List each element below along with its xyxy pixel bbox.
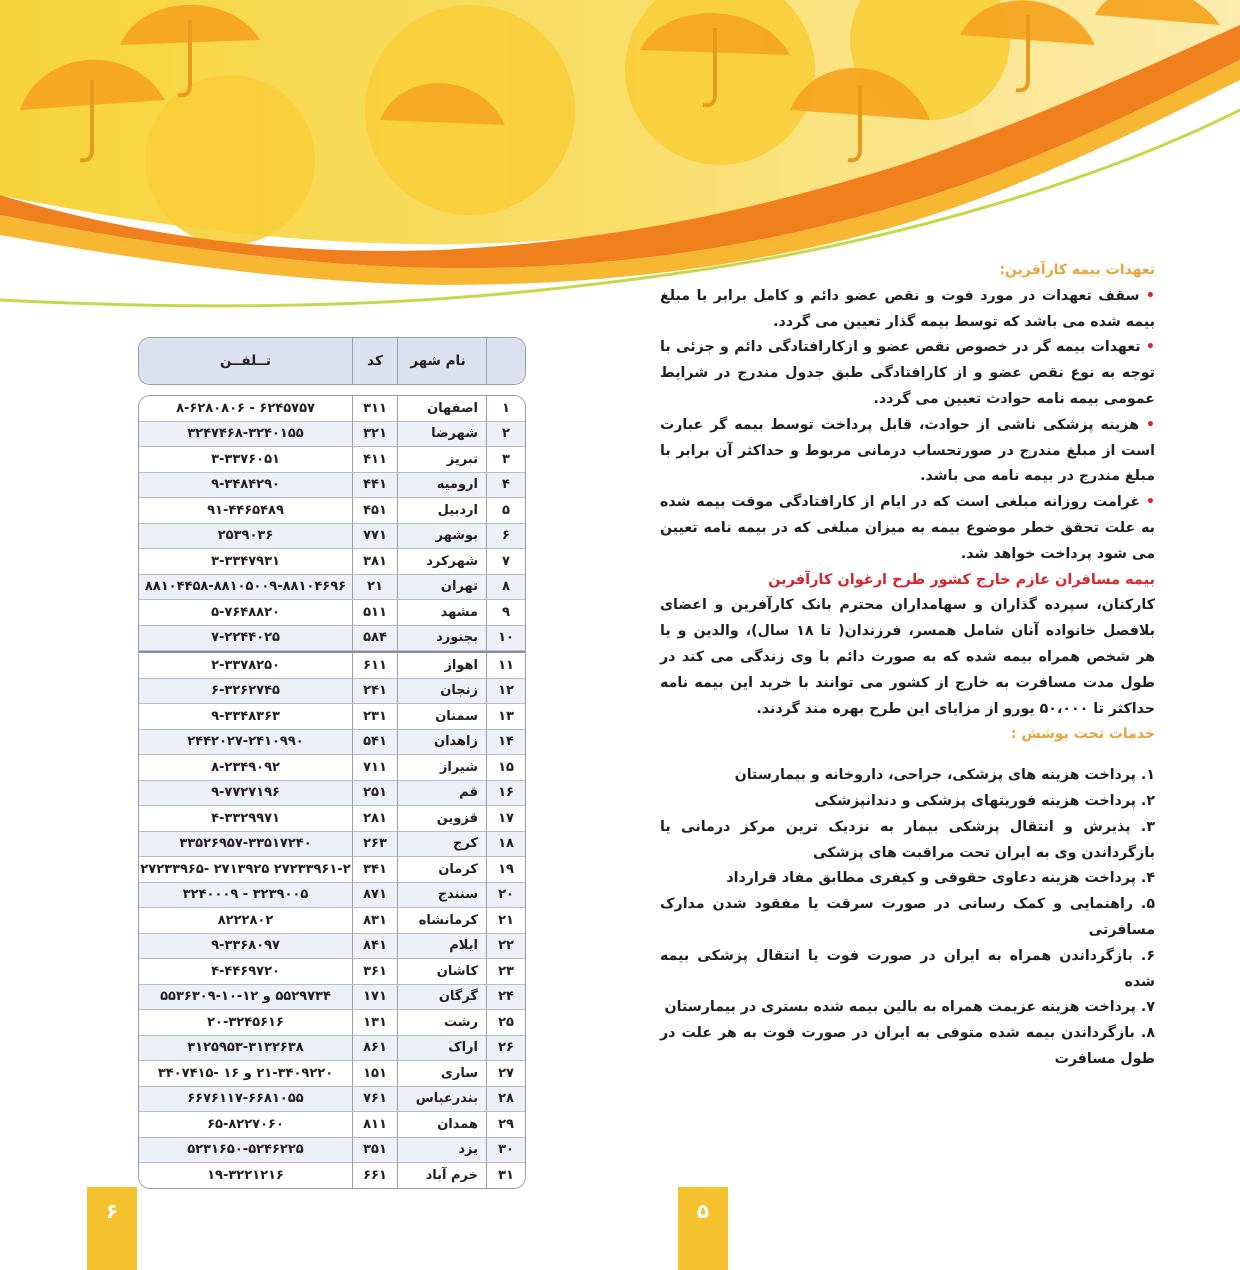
area-code: ۷۱۱ [352,755,397,781]
city-name: اردبیل [397,498,486,524]
phone-number: ۳۲۳۹۰۰۵ - ۳۲۴۰۰۰۹ [139,883,352,909]
row-index: ۱۱ [486,651,525,679]
phone-number: ۲۴۴۲۰۲۷-۲۴۱۰۹۹۰ [139,730,352,756]
city-name: یزد [397,1138,486,1164]
area-code: ۲۸۱ [352,806,397,832]
area-code: ۱۳۱ [352,1010,397,1036]
city-phone-table [138,337,528,1189]
table-row [139,549,525,575]
phone-number: ۹۱-۴۴۶۵۴۸۹ [139,498,352,524]
table-row [139,934,525,960]
row-index: ۴ [486,473,525,499]
table-row [139,447,525,473]
area-code: ۱۷۱ [352,985,397,1011]
city-name: شهرضا [397,422,486,448]
city-name: تبریز [397,447,486,473]
city-name: سمنان [397,704,486,730]
city-name: همدان [397,1112,486,1138]
city-name: قم [397,781,486,807]
area-code: ۱۵۱ [352,1061,397,1087]
row-index: ۱۲ [486,679,525,705]
phone-number: ۸۸۱۰۴۴۵۸-۸۸۱۰۵۰۰۹-۸۸۱۰۴۶۹۶ [139,575,352,601]
area-code: ۵۴۱ [352,730,397,756]
phone-number: ۳-۳۳۷۶۰۵۱ [139,447,352,473]
page-number-left: ۶ [87,1187,137,1270]
commitment-bullet: • هزینه پزشکی ناشی از حوادث، قابل پرداخت توسط بیمه گر عبارت است از مبلغ مندرج در صورتحساب درمانی مربوط و حداکثر آن برابر با مبلغ مندرج در بیمه نامه می باشد. [660,416,1155,485]
area-code: ۲۳۱ [352,704,397,730]
commitment-bullet: • تعهدات بیمه گر در خصوص نقص عضو و ازکارافتادگی دائم و جزئی با توجه به نوع نقص عضو و از کارافتادگی طبق جدول مندرج در شرایط عمومی بیمه نامه حوادث تعیین می گردد. [660,339,1155,407]
table-row [139,959,525,985]
table-row [139,679,525,705]
city-name: اراک [397,1036,486,1062]
row-index: ۲۸ [486,1087,525,1113]
phone-number: ۲۱-۳۴۰۹۲۲۰ و ۱۶ -۳۴۰۷۴۱۵ [139,1061,352,1087]
city-name: ارومیه [397,473,486,499]
table-row [139,704,525,730]
commitment-bullet: • سقف تعهدات در مورد فوت و نقص عضو دائم و کامل برابر با مبلغ بیمه شده می باشد که توسط بیمه گذار تعیین می گردد. [660,287,1155,330]
city-name: کرمانشاه [397,908,486,934]
table-row [139,473,525,499]
area-code: ۸۳۱ [352,908,397,934]
city-name: رشت [397,1010,486,1036]
city-name: گرگان [397,985,486,1011]
table-row [139,575,525,601]
row-index: ۲۷ [486,1061,525,1087]
city-name: تهران [397,575,486,601]
row-index: ۲۵ [486,1010,525,1036]
header-code: کد [352,338,397,384]
row-index: ۱ [486,396,525,422]
table-row [139,730,525,756]
table-row [139,1138,525,1164]
header-index [486,338,525,384]
table-row [139,1010,525,1036]
city-name: اهواز [397,651,486,679]
table-row [139,396,525,422]
area-code: ۵۸۴ [352,626,397,652]
area-code: ۷۶۱ [352,1087,397,1113]
row-index: ۱۶ [486,781,525,807]
table-row [139,857,525,883]
phone-number: ۸۲۲۲۸۰۲ [139,908,352,934]
area-code: ۶۱۱ [352,651,397,679]
area-code: ۳۸۱ [352,549,397,575]
table-row [139,524,525,550]
area-code: ۶۶۱ [352,1163,397,1188]
area-code: ۸۴۱ [352,934,397,960]
row-index: ۱۹ [486,857,525,883]
row-index: ۹ [486,600,525,626]
phone-number: ۲۵۳۹۰۳۶ [139,524,352,550]
table-row [139,1112,525,1138]
city-name: قزوین [397,806,486,832]
phone-number: ۵۵۲۹۷۳۴ و ۱۲-۱۰-۵۵۳۶۳۰۹ [139,985,352,1011]
row-index: ۲۲ [486,934,525,960]
table-row [139,806,525,832]
commitment-bullet: • غرامت روزانه مبلغی است که در ایام از کارافتادگی موقت بیمه شده به علت تحقق خطر موضوع بیمه به میزان مبلغی که در بیمه نامه تعیین می شود پرداخت خواهد شد. [660,494,1155,562]
table-row [139,755,525,781]
row-index: ۲۴ [486,985,525,1011]
city-name: بندرعباس [397,1087,486,1113]
phone-number: ۸-۲۳۴۹۰۹۲ [139,755,352,781]
city-name: زنجان [397,679,486,705]
phone-number: ۳۲۴۷۴۶۸-۳۲۴۰۱۵۵ [139,422,352,448]
service-item: ۱. پرداخت هزینه های پزشکی، جراحی، داروخانه و بیمارستان [734,767,1155,784]
phone-number: ۶۶۷۶۱۱۷-۶۶۸۱۰۵۵ [139,1087,352,1113]
row-index: ۶ [486,524,525,550]
phone-number: ۲-۳۳۷۸۲۵۰ [139,651,352,679]
phone-number: ۵۲۳۱۶۵۰-۵۲۴۶۲۲۵ [139,1138,352,1164]
travel-insurance-paragraph: کارکنان، سپرده گذاران و سهامداران محترم بانک کارآفرین و اعضای بلافصل خانواده آنان شامل همسر، فرزندان( تا ۱۸ سال)، والدین و یا هر شخص همراه بیمه شده که به صورت دائم با وی زندگی می کند در طول مدت مسافرت به خارج از کشور می توانند با خرید این بیمه نامه حداکثر تا ۵۰،۰۰۰ یورو از مزایای این طرح بهره مند گردند. [660,597,1156,717]
table-row [139,651,525,679]
page-number-right: ۵ [678,1187,728,1270]
area-code: ۳۱۱ [352,396,397,422]
city-name: زاهدان [397,730,486,756]
city-name: بجنورد [397,626,486,652]
phone-number: ۹-۳۳۶۸۰۹۷ [139,934,352,960]
row-index: ۳۱ [486,1163,525,1188]
table-header [138,337,526,385]
table-row [139,626,525,652]
service-item: ۴. پرداخت هزینه دعاوی حقوقی و کیفری مطابق مفاد قرارداد [726,870,1155,887]
table-row [139,1061,525,1087]
services-heading: خدمات تحت پوشش : [1010,726,1155,743]
city-name: اصفهان [397,396,486,422]
area-code: ۳۵۱ [352,1138,397,1164]
area-code: ۴۵۱ [352,498,397,524]
row-index: ۱۵ [486,755,525,781]
service-item: ۵. راهنمایی و کمک رسانی در صورت سرقت یا مفقود شدن مدارک مسافرتی [660,896,1155,938]
bullet-dot: • [1138,416,1155,433]
table-row [139,1087,525,1113]
city-name: شهرکرد [397,549,486,575]
phone-number: ۹-۳۴۸۴۲۹۰ [139,473,352,499]
row-index: ۸ [486,575,525,601]
bullet-dot: • [1139,287,1155,304]
area-code: ۴۱۱ [352,447,397,473]
phone-number: ۶-۳۲۶۲۷۴۵ [139,679,352,705]
commitments-heading: تعهدات بیمه کارآفرین: [999,262,1155,278]
row-index: ۵ [486,498,525,524]
phone-number: ۴-۳۳۲۹۹۷۱ [139,806,352,832]
city-name: کاشان [397,959,486,985]
city-name: ساری [397,1061,486,1087]
area-code: ۳۲۱ [352,422,397,448]
row-index: ۲ [486,422,525,448]
row-index: ۱۷ [486,806,525,832]
table-row [139,422,525,448]
table-row [139,883,525,909]
city-name: شیراز [397,755,486,781]
row-index: ۱۸ [486,832,525,858]
city-name: خرم آباد [397,1163,486,1188]
phone-number: ۶۲۴۵۷۵۷ - ۸-۶۲۸۰۸۰۶ [139,396,352,422]
table-row [139,908,525,934]
row-index: ۲۹ [486,1112,525,1138]
table-row [139,781,525,807]
service-item: ۲. پرداخت هزینه فوریتهای پزشکی و دندانپزشکی [814,792,1155,809]
service-item: ۳. پذیرش و انتقال پزشکی بیمار به نزدیک ترین مرکز درمانی یا بازگرداندن وی به ایران تحت مراقبت های پزشکی [660,818,1155,861]
phone-number: ۹-۷۷۲۷۱۹۶ [139,781,352,807]
phone-number: ۲۰-۳۲۴۵۶۱۶ [139,1010,352,1036]
area-code: ۸۷۱ [352,883,397,909]
phone-number: ۴-۴۴۶۹۷۲۰ [139,959,352,985]
service-item: ۷. پرداخت هزینه عزیمت همراه به بالین بیمه شده بستری در بیمارستان [664,999,1155,1016]
service-item: ۶. بازگرداندن همراه به ایران در صورت فوت یا انتقال پزشکی بیمه شده [660,947,1155,990]
city-name: کرمان [397,857,486,883]
area-code: ۳۴۱ [352,857,397,883]
phone-number: ۲۷۲۳۳۹۶۱-۲ ۲۷۱۳۹۲۵ -۲۷۲۳۳۹۶۵ [139,857,352,883]
table-row [139,985,525,1011]
area-code: ۸۱۱ [352,1112,397,1138]
phone-number: ۳-۳۳۴۷۹۳۱ [139,549,352,575]
table-row [139,1163,525,1188]
row-index: ۳۰ [486,1138,525,1164]
phone-number: ۳۳۵۲۶۹۵۷-۳۳۵۱۷۲۴۰ [139,832,352,858]
city-name: ایلام [397,934,486,960]
phone-number: ۹-۳۳۴۸۳۶۳ [139,704,352,730]
area-code: ۲۵۱ [352,781,397,807]
header-phone: تــلفــن [139,338,352,384]
bullet-dot: • [1140,494,1155,511]
phone-number: ۵-۷۶۴۸۸۲۰ [139,600,352,626]
bullet-dot: • [1140,339,1155,356]
row-index: ۱۳ [486,704,525,730]
row-index: ۱۰ [486,626,525,652]
row-index: ۲۳ [486,959,525,985]
area-code: ۲۱ [352,575,397,601]
insurance-text-column [660,258,1155,1073]
table-body [138,395,526,1189]
area-code: ۵۱۱ [352,600,397,626]
table-row [139,498,525,524]
phone-number: ۳۱۲۵۹۵۳-۳۱۳۲۶۳۸ [139,1036,352,1062]
row-index: ۲۱ [486,908,525,934]
service-item: ۸. بازگرداندن بیمه شده متوفی به ایران در صورت فوت به هر علت در طول مسافرت [660,1025,1155,1067]
phone-number: ۶۵-۸۲۲۷۰۶۰ [139,1112,352,1138]
row-index: ۱۴ [486,730,525,756]
city-name: سنندج [397,883,486,909]
table-row [139,600,525,626]
area-code: ۴۴۱ [352,473,397,499]
city-name: بوشهر [397,524,486,550]
city-name: کرج [397,832,486,858]
row-index: ۳ [486,447,525,473]
area-code: ۲۶۳ [352,832,397,858]
phone-number: ۱۹-۳۲۲۱۲۱۶ [139,1163,352,1188]
row-index: ۲۶ [486,1036,525,1062]
area-code: ۳۶۱ [352,959,397,985]
table-row [139,1036,525,1062]
area-code: ۲۴۱ [352,679,397,705]
header-city: نام شهر [397,338,486,384]
table-row [139,832,525,858]
area-code: ۷۷۱ [352,524,397,550]
row-index: ۲۰ [486,883,525,909]
row-index: ۷ [486,549,525,575]
city-name: مشهد [397,600,486,626]
phone-number: ۷-۲۲۴۴۰۲۵ [139,626,352,652]
travel-insurance-heading: بیمه مسافران عازم خارج کشور طرح ارغوان کارآفرین [768,571,1155,588]
area-code: ۸۶۱ [352,1036,397,1062]
